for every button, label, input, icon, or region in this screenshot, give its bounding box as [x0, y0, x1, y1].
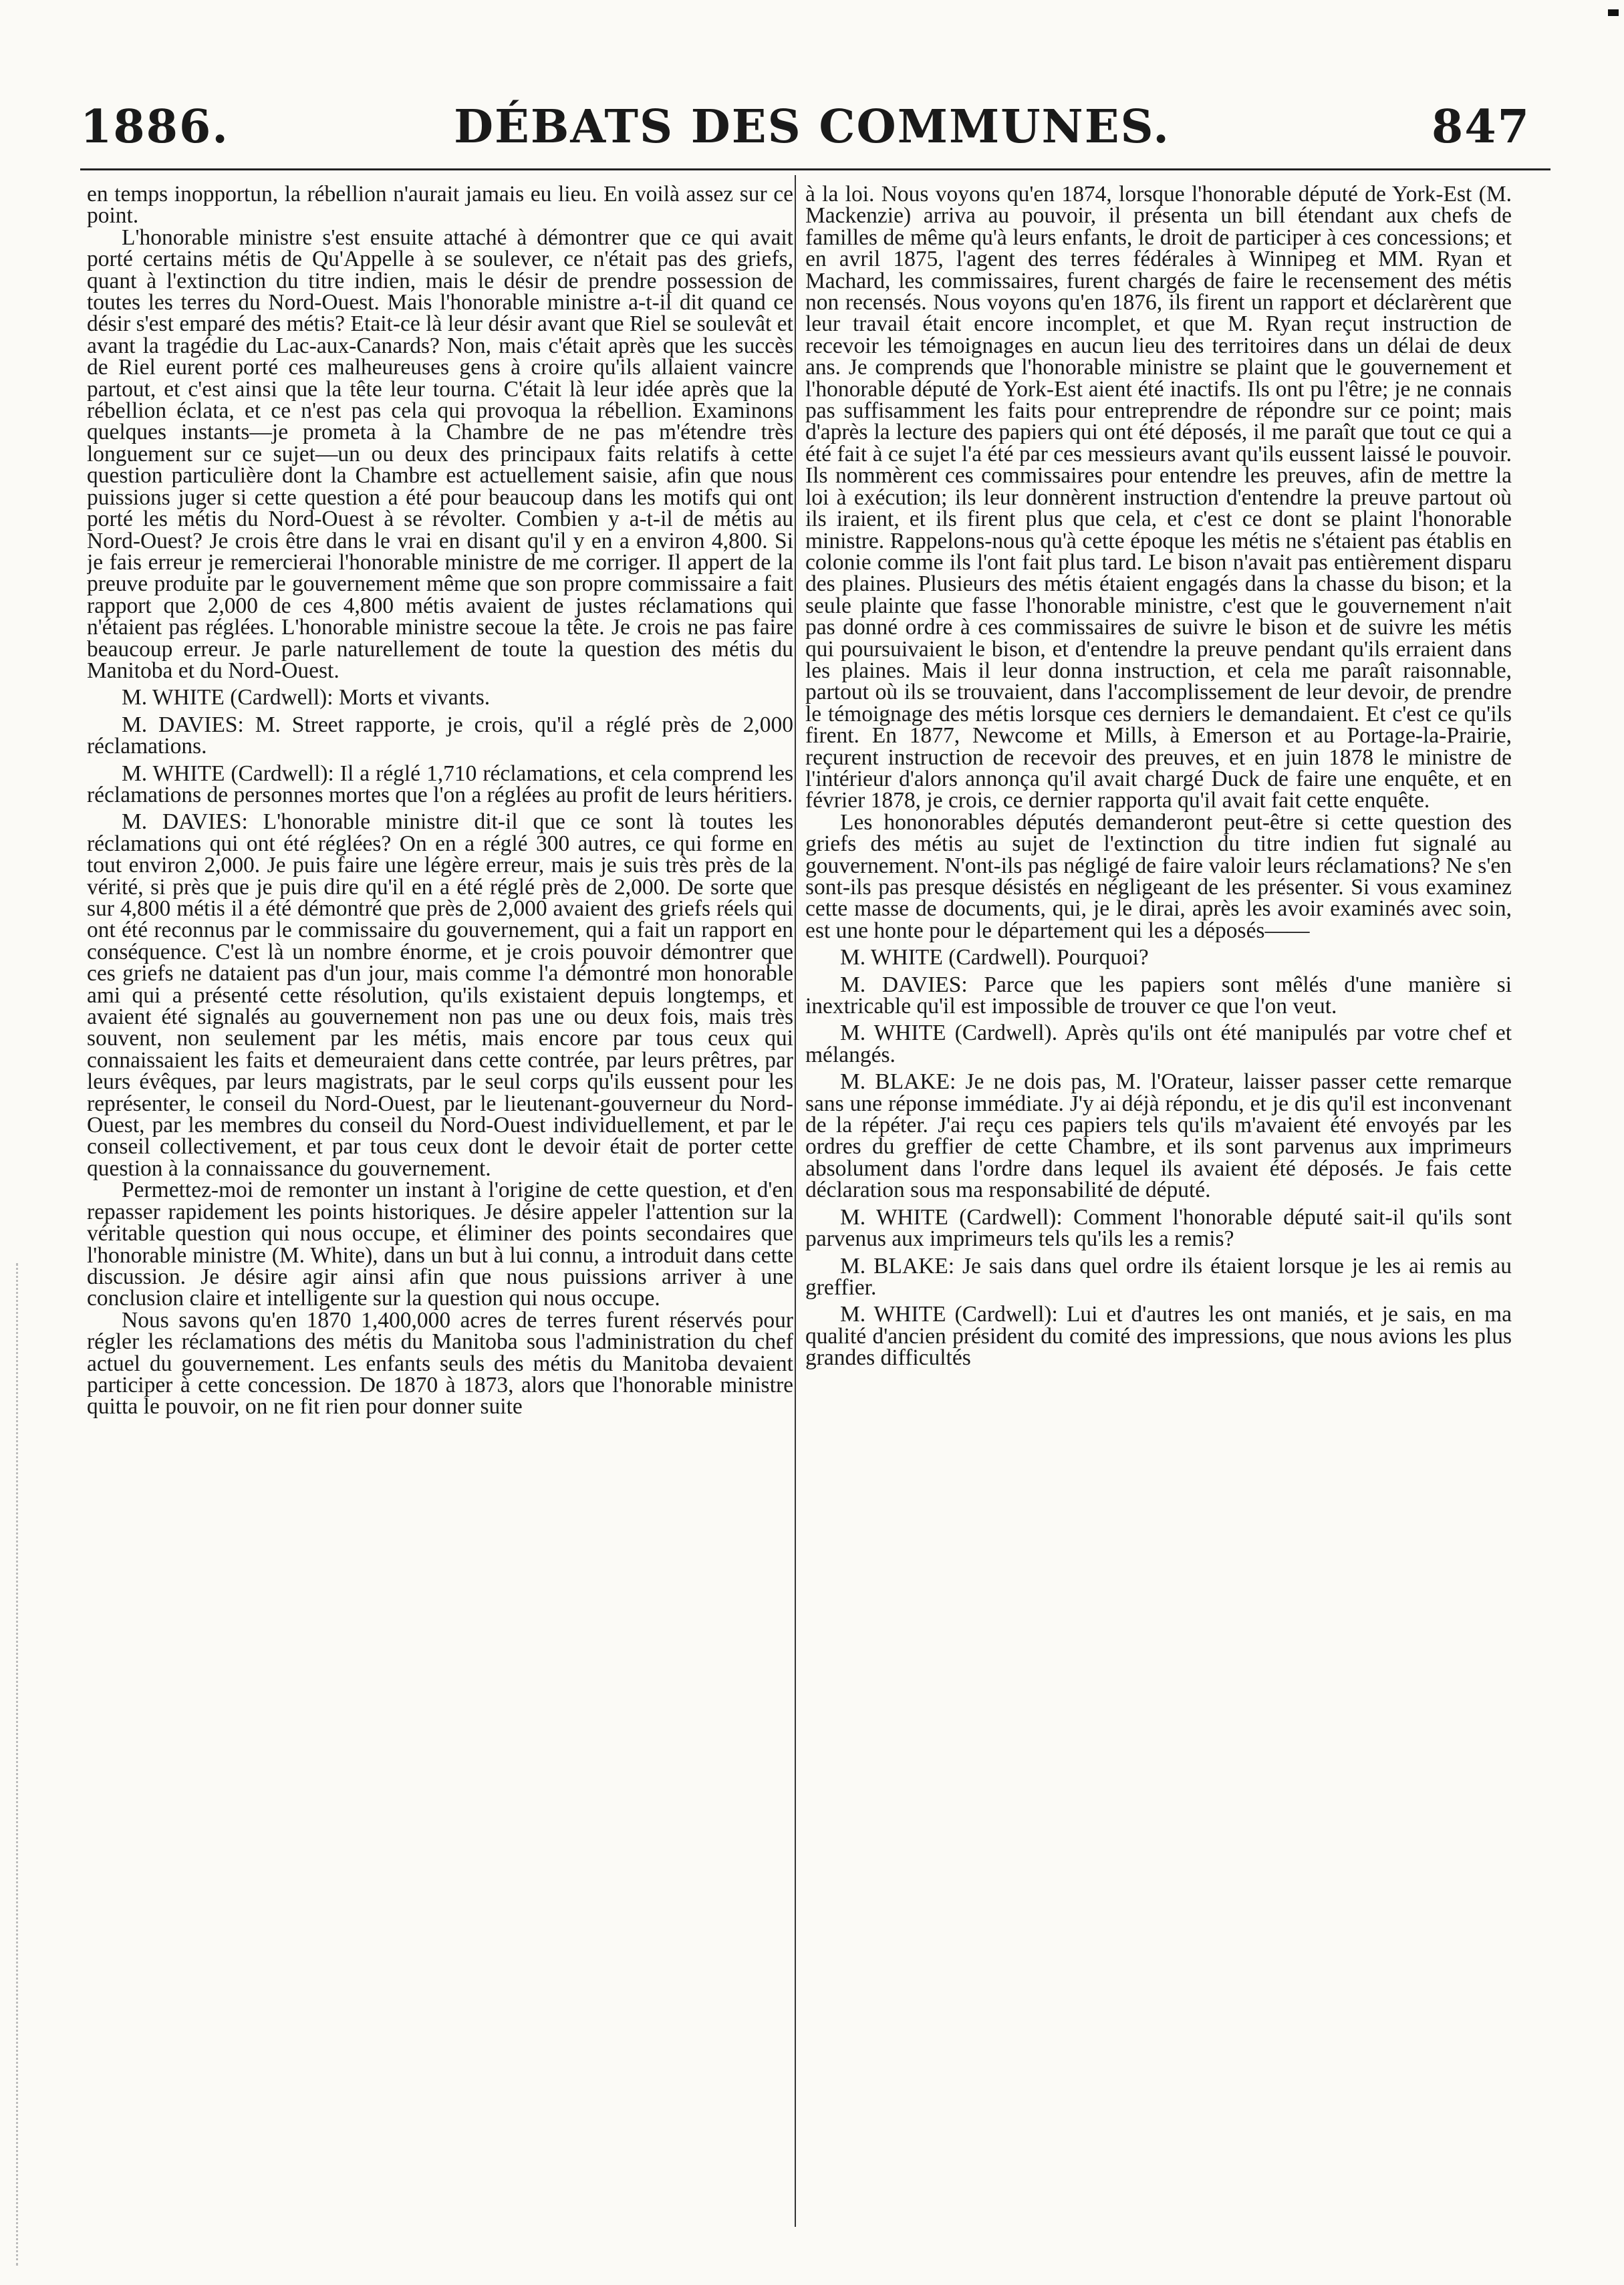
paragraph-text: Je ne dois pas, M. l'Orateur, laisser passer cette remarque sans une réponse immédiate. J'y ai déjà répondu, et je dis qu'il est inconvenant de la répéter. J'ai reçu ces papiers tels qu'ils m'avaient été envoyés par les ordres du greffier de cette Chambre, et ils sont parvenus aux imprimeurs absolument dans l'ordre dans lequel ils avaient été déposés. Je fais cette déclaration sous ma responsabilité de député. [805, 1069, 1512, 1203]
left-column [87, 184, 793, 2225]
paragraph-text: Nous savons qu'en 1870 1,400,000 acres de terres furent réservés pour régler les réclamations des métis du Manitoba sous l'administration du chef actuel du gouvernement. Les enfants seuls des métis du Manitoba devaient participer à cette concession. De 1870 à 1873, alors que l'honorable ministre quitta le pouvoir, on ne fit rien pour donner suite [87, 1307, 793, 1420]
speaker-name: M. WHITE [840, 945, 943, 970]
text-paragraph [87, 184, 793, 227]
speaker-name: M. DAVIES: [122, 712, 244, 737]
page-header [0, 94, 1624, 167]
text-paragraph [87, 1180, 793, 1309]
speaker-name: M. WHITE [122, 685, 225, 710]
speech-paragraph [87, 714, 793, 758]
right-column [805, 184, 1512, 2225]
speech-paragraph [805, 1023, 1512, 1066]
paragraph-text: (Cardwell): Il a réglé 1,710 réclamations, et cela comprend les réclamations de personnes mortes que l'on a réglées au profit de leurs héritiers. [87, 761, 793, 807]
paragraph-text: (Cardwell): Morts et vivants. [230, 685, 491, 710]
paragraph-text: M. Street rapporte, je crois, qu'il a réglé près de 2,000 réclamations. [87, 712, 793, 759]
speaker-name: M. WHITE [840, 1204, 948, 1230]
text-paragraph [805, 809, 1512, 943]
header-title: DÉBATS DES COMMUNES. [454, 100, 1170, 154]
speaker-name: M. WHITE [840, 1302, 946, 1327]
column-divider [795, 175, 796, 2227]
paragraph-text: L'honorable ministre s'est ensuite attaché à démontrer que ce qui avait porté certains métis de Qu'Appelle à se soulever, ce n'était pas des griefs, quant à l'extinction du titre indien, mais le désir de prendre possession de toutes les terres du Nord-Ouest. Mais l'honorable ministre a-t-il dit quand ce désir s'est emparé des métis? Etait-ce là leur désir avant que Riel se soulevât et avant la tragédie du Lac-aux-Canards? Non, mais c'était après que les succès de Riel eurent porté ces malheureuses gens à croire qu'ils allaient vaincre partout, et c'est ainsi que la tête leur tourna. C'était là leur idée après que la rébellion éclata, et ce n'est pas cela qui provoqua la rébellion. Examinons quelques instants—je prometa à la Chambre de ne pas m'étendre très longuement sur ce sujet—un ou deux des principaux faits relatifs à cette question particulière dont la Chambre est actuellement saisie, afin que nous puissions juger si cette question a été pour beaucoup dans les motifs qui ont porté les métis du Nord-Ouest à se révolter. Combien y a-t-il de métis au Nord-Ouest? Je crois être dans le vrai en disant qu'il y en a environ 4,800. Si je fais erreur je remercierai l'honorable ministre de me corriger. Il appert de la preuve produite par le gouvernement même que son propre commissaire a fait rapport que 2,000 de ces 4,800 métis avaient de justes réclamations qui n'étaient pas réglées. L'honorable ministre secoue la tête. Je crois ne pas faire beaucoup erreur. Je parle naturellement de toute la question des métis du Manitoba et du Nord-Ouest. [87, 225, 793, 683]
text-paragraph [87, 1307, 793, 1420]
speech-paragraph [805, 1304, 1512, 1369]
header-year: 1886. [80, 100, 229, 154]
paragraph-text: (Cardwell). Pourquoi? [948, 945, 1149, 970]
speech-paragraph [87, 763, 793, 807]
speech-paragraph [805, 1253, 1512, 1300]
speech-paragraph [805, 1071, 1512, 1201]
text-paragraph [87, 227, 793, 682]
speaker-name: M. WHITE [122, 761, 225, 786]
speaker-name: M. BLAKE: [840, 1253, 955, 1279]
paragraph-text: L'honorable ministre dit-il que ce sont là toutes les réclamations qui ont été réglées? On en a réglé 300 autres, ce qui forme en tout environ 2,000. Je puis faire une légère erreur, mais je suis très près de la vérité, si près que je puis dire qu'il en a été réglé près de 2,000. De sorte que sur 4,800 métis il a été démontré que près de 2,000 avaient des griefs réels qui ont été reconnus par le commissaire du gouvernement, qui a fait un rapport en conséquence. C'est là un nombre énorme, et je crois pouvoir démontrer que ces griefs ne dataient pas d'un jour, mais comme l'a démontré mon honorable ami qui a présenté cette résolution, qu'ils existaient depuis longtemps, et avaient été signalés au gouvernement non pas une ou deux fois, mais très souvent, non seulement par les métis, mais encore par tous ceux qui connaissaient les faits et demeuraient dans cette contrée, par leurs prêtres, par leurs évêques, par leurs magistrats, par le seul corps qu'ils eussent pour les représenter, le conseil du Nord-Ouest, par le lieutenant-gouverneur du Nord-Ouest, par les membres du conseil du Nord-Ouest individuellement, et par le conseil collectivement, et par tous ceux dont le devoir était de porter cette question à la connaissance du gouvernement. [87, 809, 793, 1181]
speaker-name: M. DAVIES: [840, 972, 968, 997]
paragraph-text: Permettez-moi de remonter un instant à l'origine de cette question, et d'en repasser rapidement les points historiques. Je désire appeler l'attention sur la véritable question qui nous occupe, et éliminer des points secondaires que l'honorable ministre (M. White), dans un but à lui connu, a introduit dans cette discussion. Je désire agir ainsi afin que nous puissions arriver à une conclusion claire et intelligente sur la question qui nous occupe. [87, 1178, 793, 1311]
speaker-name: M. BLAKE: [840, 1069, 956, 1095]
speech-paragraph [87, 687, 793, 708]
speaker-name: M. WHITE [840, 1021, 946, 1046]
paragraph-text: Je sais dans quel ordre ils étaient lorsque je les ai remis au greffier. [805, 1253, 1512, 1300]
speech-paragraph [87, 811, 793, 1180]
header-page-number: 847 [1432, 100, 1530, 154]
header-rule [80, 168, 1550, 170]
speaker-name: M. DAVIES: [122, 809, 248, 835]
speech-paragraph [805, 974, 1512, 1018]
text-paragraph [805, 184, 1512, 812]
paragraph-text: à la loi. Nous voyons qu'en 1874, lorsque l'honorable député de York-Est (M. Mackenzie) arriva au pouvoir, il présenta un bill étendant aux chefs de familles de même qu'à leurs enfants, le droit de participer à ces concessions; et en avril 1875, l'agent des terres fédérales à Winnipeg et MM. Ryan et Machard, les commissaires, furent chargés de faire le recensement des métis non recensés. Nous voyons qu'en 1876, ils firent un rapport et déclarèrent que leur travail était encore incomplet, et que M. Ryan reçut instruction de recevoir les témoignages en aucun lieu des territoires dans un délai de deux ans. Je comprends que l'honorable ministre se plaint que le gouvernement et l'honorable député de York-Est aient été inactifs. Ils ont pu l'être; je ne connais pas suffisamment les faits pour entreprendre de répondre sur ce point; mais d'après la lecture des papiers qui ont été déposés, il me paraît que tout ce qui a été fait à ce sujet l'a été par ces messieurs avant qu'ils eussent laissé le pouvoir. Ils nommèrent ces commissaires pour entendre les preuves, afin de mettre la loi à exécution; ils leur donnèrent instruction d'entendre la preuve partout où ils iraient, et ils firent plus que cela, et c'est ce dont se plaint l'honorable ministre. Rappelons-nous qu'à cette époque les métis ne s'étaient pas établis en colonie comme ils l'ont fait plus tard. Le bison n'avait pas entièrement disparu des plaines. Plusieurs des métis étaient engagés dans la chasse du bison; et la seule plainte que fasse l'honorable ministre, c'est que le gouvernement n'ait pas donné ordre à ces commissaires de suivre le bison et de suivre les métis qui poursuivaient le bison, et d'entendre la preuve pendant qu'ils erraient dans les plaines. Mais il leur donna instruction, et cela me paraît raisonnable, partout où ils se trouvaient, dans l'accomplissement de leur devoir, de prendre le témoignage des métis lorsque ces derniers le demandaient. Et c'est ce qu'ils firent. En 1877, Newcome et Mills, à Emerson et au Portage-la-Prairie, reçurent instruction de recevoir des preuves, et en juin 1878 le ministre de l'intérieur d'alors annonça qu'il avait chargé Duck de faire une enquête, et en février 1878, je crois, ce dernier rapporta qu'il avait fait cette enquête. [805, 184, 1512, 813]
paragraph-text: (Cardwell): Lui et d'autres les ont maniés, et je sais, en ma qualité d'ancien président du comité des impressions, que nous avions les plus grandes difficultés [805, 1302, 1512, 1371]
scan-mark [1608, 9, 1619, 16]
binding-dots [16, 1263, 18, 2266]
speech-paragraph [805, 947, 1512, 968]
paragraph-text: (Cardwell): Comment l'honorable député sait-il qu'ils sont parvenus aux imprimeurs tels qu'ils les a remis? [805, 1204, 1512, 1252]
paragraph-text: Les hononorables députés demanderont peut-être si cette question des griefs des métis au sujet de l'extinction du titre indien fut signalé au gouvernement. N'ont-ils pas négligé de faire valoir leurs réclamations? Ne s'en sont-ils pas presque désistés en négligeant de les présenter. Si vous examinez cette masse de documents, qui, je le dirai, après les avoir examinés avec soin, est une honte pour le département qui les a déposés—— [805, 809, 1512, 943]
paragraph-text: (Cardwell). Après qu'ils ont été manipulés par votre chef et mélangés. [805, 1021, 1512, 1067]
paragraph-text: en temps inopportun, la rébellion n'aurait jamais eu lieu. En voilà assez sur ce point. [87, 184, 793, 229]
paragraph-text: Parce que les papiers sont mêlés d'une manière si inextricable qu'il est impossible de trouver ce que l'on veut. [805, 972, 1512, 1019]
speech-paragraph [805, 1204, 1512, 1252]
